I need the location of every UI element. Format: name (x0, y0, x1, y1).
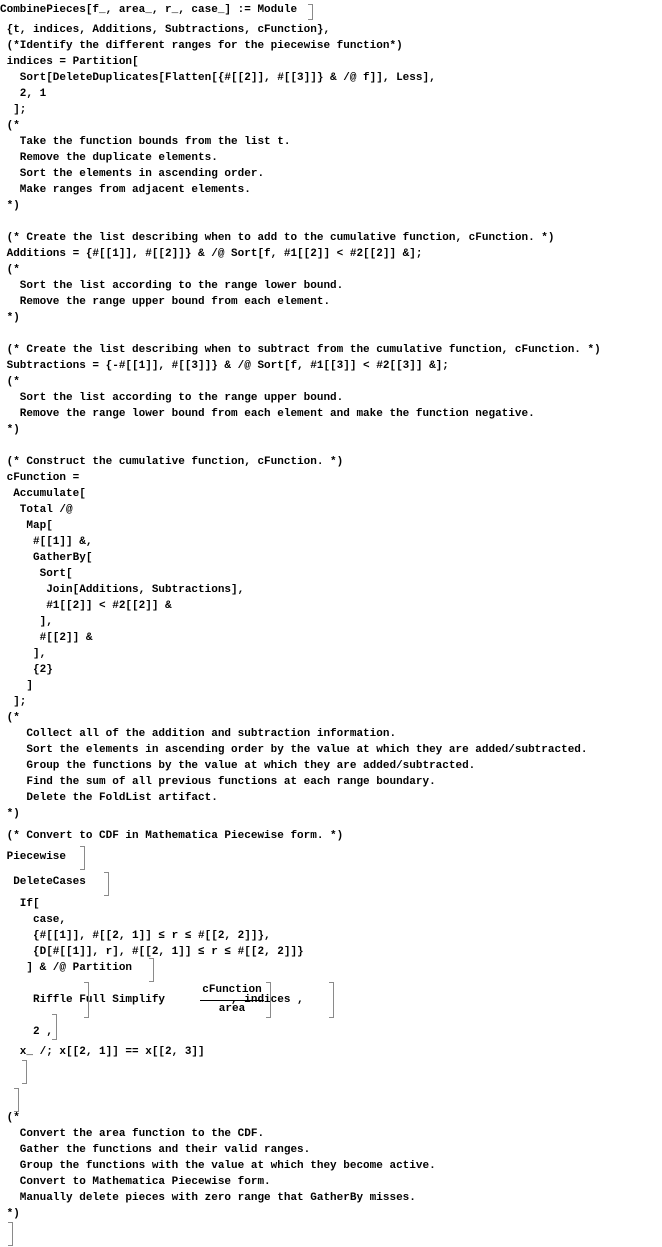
code-line: indices = Partition[ (0, 56, 139, 68)
code-line: {#[[1]], #[[2, 1]] ≤ r ≤ #[[2, 2]]}, (0, 930, 271, 942)
code-line: Find the sum of all previous functions at each range boundary. (0, 776, 436, 788)
code-line: ] & /@ Partition (0, 962, 133, 974)
code-line: 2, 1 (0, 88, 47, 100)
bracket (308, 4, 313, 20)
fraction-denominator: area (218, 1003, 246, 1015)
code-line: #[[2]] & (0, 632, 93, 644)
bracket (14, 1088, 19, 1112)
bracket (84, 982, 89, 1018)
code-line: Group the functions by the value at which they are added/subtracted. (0, 760, 476, 772)
code-line: Remove the range upper bound from each element. (0, 296, 331, 308)
code-line: ], (0, 616, 53, 628)
code-line: Remove the range lower bound from each element and make the function negative. (0, 408, 535, 420)
code-line: Subtractions = {-#[[1]], #[[3]]} & /@ Sort[f, #1[[3]] < #2[[3]] &]; (0, 360, 449, 372)
code-line: Sort the list according to the range lower bound. (0, 280, 344, 292)
code-line: Map[ (0, 520, 53, 532)
code-line: Join[Additions, Subtractions], (0, 584, 245, 596)
code-line: Collect all of the addition and subtraction information. (0, 728, 397, 740)
code-line: *) (0, 200, 20, 212)
code-line: Additions = {#[[1]], #[[2]]} & /@ Sort[f, #1[[2]] < #2[[2]] &]; (0, 248, 423, 260)
code-line: ]; (0, 696, 27, 708)
code-line: *) (0, 424, 20, 436)
code-line: Piecewise (0, 851, 67, 863)
code-line: *) (0, 312, 20, 324)
code-line: Riffle Full Simplify , indices , (0, 994, 304, 1006)
code-line: Sort[DeleteDuplicates[Flatten[{#[[2]], #[[3]]} & /@ f]], Less], (0, 72, 436, 84)
code-line: (* Construct the cumulative function, cFunction. *) (0, 456, 344, 468)
code-line: Sort[ (0, 568, 73, 580)
bracket (80, 846, 85, 870)
code-line: DeleteCases (0, 876, 86, 888)
bracket (22, 1060, 27, 1084)
code-line: (* Create the list describing when to subtract from the cumulative function, cFunction. *) (0, 344, 601, 356)
bracket (149, 958, 154, 982)
code-line: Sort the elements in ascending order. (0, 168, 265, 180)
bracket (329, 982, 334, 1018)
code-line: Remove the duplicate elements. (0, 152, 218, 164)
code-line: *) (0, 1208, 20, 1220)
bracket (8, 1222, 13, 1246)
code-line: Sort the elements in ascending order by the value at which they are added/subtracted. (0, 744, 588, 756)
code-line: ], (0, 648, 47, 660)
code-line: (* (0, 264, 20, 276)
bracket (104, 872, 109, 896)
code-line: case, (0, 914, 67, 926)
code-line: (* (0, 1112, 20, 1124)
code-line: CombinePieces[f_, area_, r_, case_] := Module (0, 4, 298, 16)
code-line: {D[#[[1]], r], #[[2, 1]] ≤ r ≤ #[[2, 2]]} (0, 946, 304, 958)
code-line: GatherBy[ (0, 552, 93, 564)
code-line: Make ranges from adjacent elements. (0, 184, 251, 196)
code-line: Take the function bounds from the list t. (0, 136, 291, 148)
code-line: Convert the area function to the CDF. (0, 1128, 265, 1140)
bracket (52, 1014, 57, 1040)
code-line: If[ (0, 898, 40, 910)
code-line: Accumulate[ (0, 488, 86, 500)
code-line: {t, indices, Additions, Subtractions, cFunction}, (0, 24, 331, 36)
code-line: Total /@ (0, 504, 73, 516)
code-line: Sort the list according to the range upper bound. (0, 392, 344, 404)
code-line: (*Identify the different ranges for the piecewise function*) (0, 40, 403, 52)
code-line: #1[[2]] < #2[[2]] & (0, 600, 172, 612)
code-line: 2 , (0, 1026, 53, 1038)
code-line: {2} (0, 664, 53, 676)
code-line: Group the functions with the value at which they become active. (0, 1160, 436, 1172)
code-line: x_ /; x[[2, 1]] == x[[2, 3]] (0, 1046, 205, 1058)
code-line: (* Create the list describing when to add to the cumulative function, cFunction. *) (0, 232, 555, 244)
code-line: (* Convert to CDF in Mathematica Piecewise form. *) (0, 830, 344, 842)
fraction-bar (200, 1000, 264, 1001)
code-line: ]; (0, 104, 27, 116)
code-line: ] (0, 680, 34, 692)
code-line: Convert to Mathematica Piecewise form. (0, 1176, 271, 1188)
bracket (266, 982, 271, 1018)
fraction-numerator: cFunction (202, 984, 262, 996)
code-line: Manually delete pieces with zero range that GatherBy misses. (0, 1192, 416, 1204)
code-line: #[[1]] &, (0, 536, 93, 548)
code-line: *) (0, 808, 20, 820)
code-line: (* (0, 376, 20, 388)
code-line: (* (0, 120, 20, 132)
code-line: Gather the functions and their valid ranges. (0, 1144, 311, 1156)
code-line: Delete the FoldList artifact. (0, 792, 218, 804)
code-line: cFunction = (0, 472, 80, 484)
code-line: (* (0, 712, 20, 724)
